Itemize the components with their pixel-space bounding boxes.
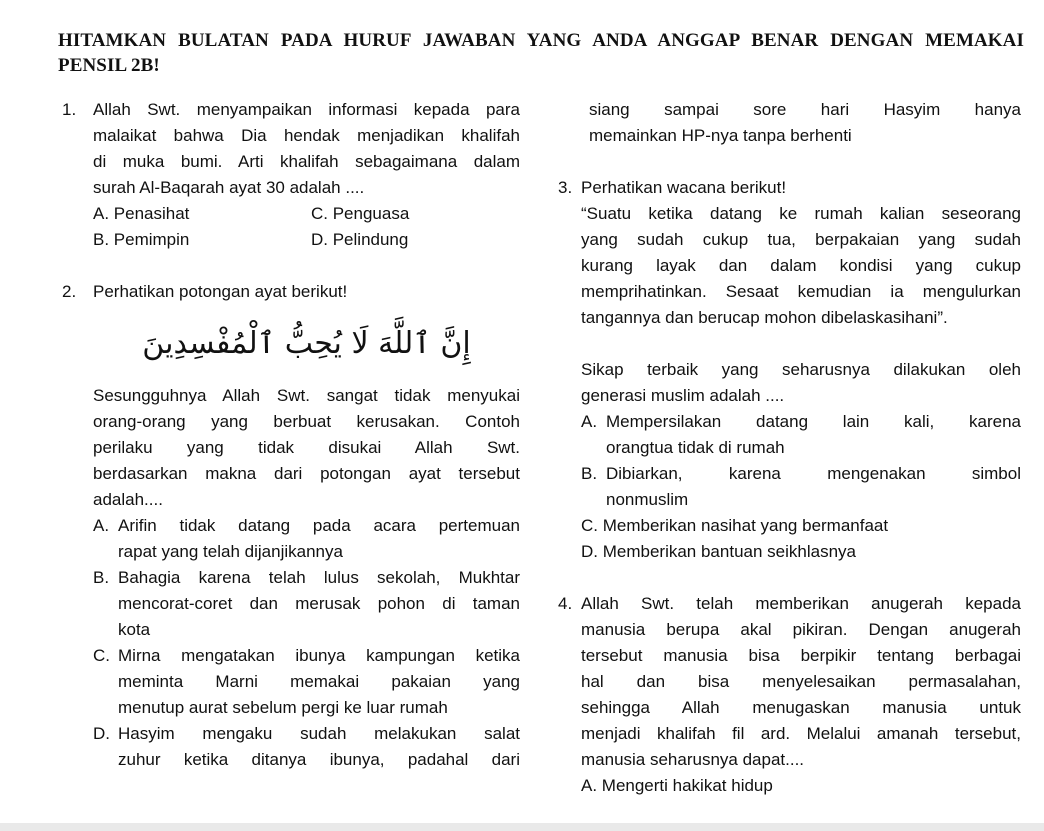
passage <box>556 201 1021 409</box>
passage-line: yang sudah cukup tua, berpakaian yang sudah <box>581 230 1021 249</box>
passage-line: memprihatinkan. Sesaat kemudian ia mengulurkan <box>581 282 1021 301</box>
option-text-line: Arifin tidak datang pada acara pertemuan <box>118 516 520 535</box>
question-prompt: Perhatikan potongan ayat berikut! <box>93 282 348 301</box>
option-a[interactable]: A. Penasihat <box>93 204 190 223</box>
option-text-line: zuhur ketika ditanya ibunya, padahal dari <box>118 750 520 769</box>
option-text-line: rapat yang telah dijanjikannya <box>118 542 343 561</box>
option-d[interactable] <box>60 721 520 773</box>
question-text-line: sehingga Allah menugaskan manusia untuk <box>581 698 1021 717</box>
question-text-line: Sesungguhnya Allah Swt. sangat tidak menyukai <box>93 386 520 405</box>
question-2 <box>60 279 520 305</box>
question-number: 4. <box>558 594 573 613</box>
option-a[interactable]: A. Mengerti hakikat hidup <box>581 776 773 795</box>
question-text-line: surah Al-Baqarah ayat 30 adalah .... <box>93 178 365 197</box>
question-text-line: di muka bumi. Arti khalifah sebagaimana dalam <box>93 152 520 171</box>
question-text-line: orang-orang yang berbuat kerusakan. Contoh <box>93 412 520 431</box>
option-text-line: meminta Marni memakai pakaian yang <box>118 672 520 691</box>
question-prompt: Perhatikan wacana berikut! <box>581 178 787 197</box>
question-text-line: generasi muslim adalah .... <box>581 386 785 405</box>
question-text-line: tersebut manusia bisa berpikir tentang berbagai <box>581 646 1021 665</box>
option-d[interactable]: D. Memberikan bantuan seikhlasnya <box>581 542 856 561</box>
option-text-line: orangtua tidak di rumah <box>606 438 785 457</box>
question-3 <box>556 175 1021 201</box>
option-text-line: Hasyim mengaku sudah melakukan salat <box>118 724 520 743</box>
option-label: B. <box>581 464 598 483</box>
option-a[interactable] <box>556 409 1021 461</box>
question-number: 3. <box>558 178 573 197</box>
option-b[interactable] <box>556 461 1021 513</box>
question-text-line: manusia seharusnya dapat.... <box>581 750 805 769</box>
arabic-verse: إِنَّ ٱللَّهَ لَا يُحِبُّ ٱلْمُفْسِدِينَ <box>142 326 471 361</box>
question-text-line: Allah Swt. telah memberikan anugerah kepada <box>581 594 1021 613</box>
options-row <box>60 227 520 253</box>
left-column <box>60 97 520 773</box>
option-text-line: Dibiarkan, karena mengenakan simbol <box>606 464 1021 483</box>
page-bottom-edge <box>0 823 1044 831</box>
question-4 <box>556 591 1021 773</box>
question-text-line: Sikap terbaik yang seharusnya dilakukan oleh <box>581 360 1021 379</box>
option-label: A. <box>93 516 110 535</box>
option-d-continued <box>556 97 1021 149</box>
question-1 <box>60 97 520 201</box>
question-text-line: Allah Swt. menyampaikan informasi kepada para <box>93 100 520 119</box>
options-row <box>60 201 520 227</box>
option-label: C. <box>93 646 110 665</box>
option-text-line: nonmuslim <box>606 490 689 509</box>
option-text-line: Mempersilakan datang lain kali, karena <box>606 412 1021 431</box>
question-number: 2. <box>62 282 77 301</box>
option-a[interactable] <box>60 513 520 565</box>
option-c[interactable] <box>60 643 520 721</box>
option-text-line: Bahagia karena telah lulus sekolah, Mukhtar <box>118 568 520 587</box>
question-text-line: hal dan bisa menyelesaikan permasalahan, <box>581 672 1021 691</box>
option-text-line: Mirna mengatakan ibunya kampungan ketika <box>118 646 520 665</box>
question-text-line: adalah.... <box>93 490 163 509</box>
question-text-line: perilaku yang tidak disukai Allah Swt. <box>93 438 520 457</box>
option-label: B. <box>93 568 110 587</box>
question-text-line: manusia berupa akal pikiran. Dengan anugerah <box>581 620 1021 639</box>
option-c[interactable]: C. Penguasa <box>311 204 410 223</box>
instruction-heading: HITAMKAN BULATAN PADA HURUF JAWABAN YANG ANDA ANGGAP BENAR DENGAN MEMAKAI PENSIL 2B! <box>58 30 1024 76</box>
option-d[interactable]: D. Pelindung <box>311 230 409 249</box>
option-label: D. <box>93 724 110 743</box>
passage-line: “Suatu ketika datang ke rumah kalian seseorang <box>581 204 1021 223</box>
option-text-line: siang sampai sore hari Hasyim hanya <box>589 100 1021 119</box>
option-text-line: memainkan HP-nya tanpa berhenti <box>589 126 852 145</box>
option-b[interactable]: B. Pemimpin <box>93 230 190 249</box>
option-c[interactable]: C. Memberikan nasihat yang bermanfaat <box>581 516 889 535</box>
passage-line: kurang layak dan dalam kondisi yang cukup <box>581 256 1021 275</box>
option-text-line: mencorat-coret dan merusak pohon di taman <box>118 594 520 613</box>
question-text-line: menjadi khalifah fil ard. Melalui amanah tersebut, <box>581 724 1021 743</box>
question-text-line: berdasarkan makna dari potongan ayat tersebut <box>93 464 520 483</box>
question-body <box>60 383 520 513</box>
passage-line: tangannya dan berucap mohon dibelaskasihani”. <box>581 308 948 327</box>
option-text-line: menutup aurat sebelum pergi ke luar rumah <box>118 698 448 717</box>
question-number: 1. <box>62 100 77 119</box>
right-column <box>556 97 1021 799</box>
option-label: A. <box>581 412 598 431</box>
option-text-line: kota <box>118 620 151 639</box>
question-text-line: malaikat bahwa Dia hendak menjadikan khalifah <box>93 126 520 145</box>
option-b[interactable] <box>60 565 520 643</box>
